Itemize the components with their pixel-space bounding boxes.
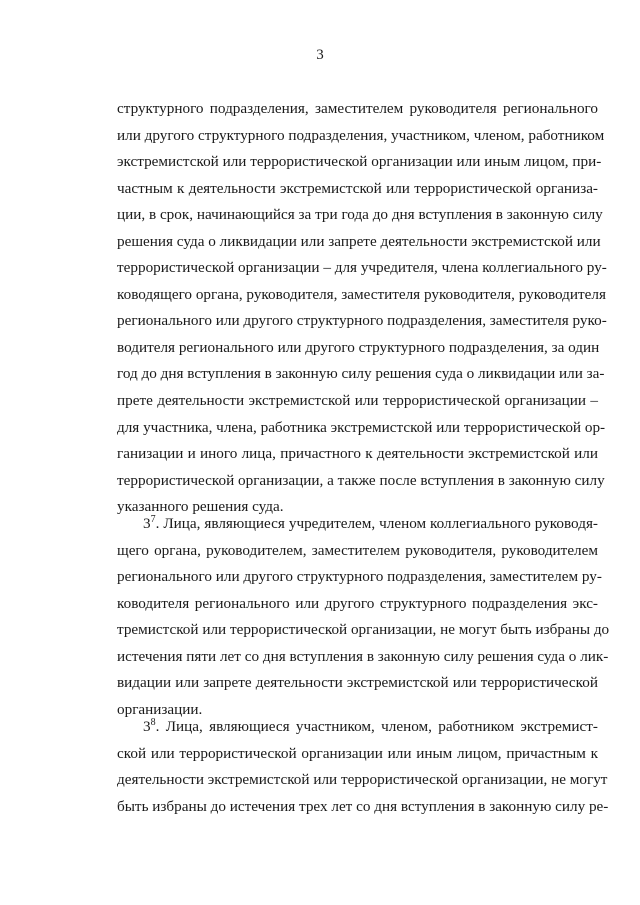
text-line: прете деятельности экстремистской или террористической организации – — [117, 392, 598, 410]
text-line: деятельности экстремистской или террористической организации, не могут — [117, 771, 608, 789]
text-line: ской или террористической организации или иным лицом, причастным к — [117, 744, 598, 762]
text-line: регионального или другого структурного подразделения, заместителем ру- — [117, 568, 602, 586]
text-line: быть избраны до истечения трех лет со дня вступления в законную силу ре- — [117, 797, 609, 815]
point-number: 3 — [143, 515, 151, 532]
paragraph-point-3-7 — [117, 511, 610, 723]
text-fragment: . Лица, являющиеся учредителем, членом коллегиального руководя- — [155, 515, 598, 532]
text-line: ководителя регионального или другого структурного подразделения экс- — [117, 594, 598, 612]
paragraph-first-line — [117, 511, 598, 538]
text-line: тремистской или террористической организации, не могут быть избраны до — [117, 621, 610, 639]
text-line: ции, в срок, начинающийся за три года до дня вступления в законную силу — [117, 206, 603, 224]
text-line: видации или запрете деятельности экстремистской или террористической — [117, 674, 598, 692]
point-superscript: 8 — [150, 717, 156, 728]
text-line: щего органа, руководителем, заместителем руководителя, руководителем — [117, 541, 598, 559]
text-line: решения суда о ликвидации или запрете деятельности экстремистской или — [117, 232, 601, 250]
text-line: организации. — [117, 700, 203, 718]
text-fragment: . Лица, являющиеся участником, членом, работником экстремист- — [155, 718, 598, 735]
paragraph-point-3-8 — [117, 714, 609, 820]
text-line: год до дня вступления в законную силу решения суда о ликвидации или за- — [117, 365, 605, 383]
text-line: структурного подразделения, заместителем руководителя регионального — [117, 100, 598, 117]
text-line: ганизации и иного лица, причастного к деятельности экстремистской или — [117, 445, 598, 463]
text-line: указанного решения суда. — [117, 498, 284, 516]
text-line: для участника, члена, работника экстремистской или террористической ор- — [117, 418, 606, 436]
page-number: 3 — [316, 47, 324, 63]
text-line: частным к деятельности экстремистской или террористической организа- — [117, 179, 598, 197]
text-line: регионального или другого структурного подразделения, заместителя руко- — [117, 312, 607, 330]
text-line: террористической организации, а также после вступления в законную силу — [117, 471, 605, 489]
text-line: водителя регионального или другого структурного подразделения, за один — [117, 338, 600, 356]
paragraph-continuation — [117, 96, 607, 521]
point-number: 3 — [143, 718, 151, 735]
text-line: истечения пяти лет со дня вступления в законную силу решения суда о лик- — [117, 647, 609, 665]
text-line: террористической организации – для учредителя, члена коллегиального ру- — [117, 259, 607, 277]
text-line: или другого структурного подразделения, участником, членом, работником — [117, 126, 605, 144]
paragraph-first-line — [117, 714, 598, 741]
text-line: ководящего органа, руководителя, заместителя руководителя, руководителя — [117, 285, 606, 303]
point-superscript: 7 — [150, 514, 156, 525]
text-line: экстремистской или террористической организации или иным лицом, при- — [117, 153, 602, 171]
